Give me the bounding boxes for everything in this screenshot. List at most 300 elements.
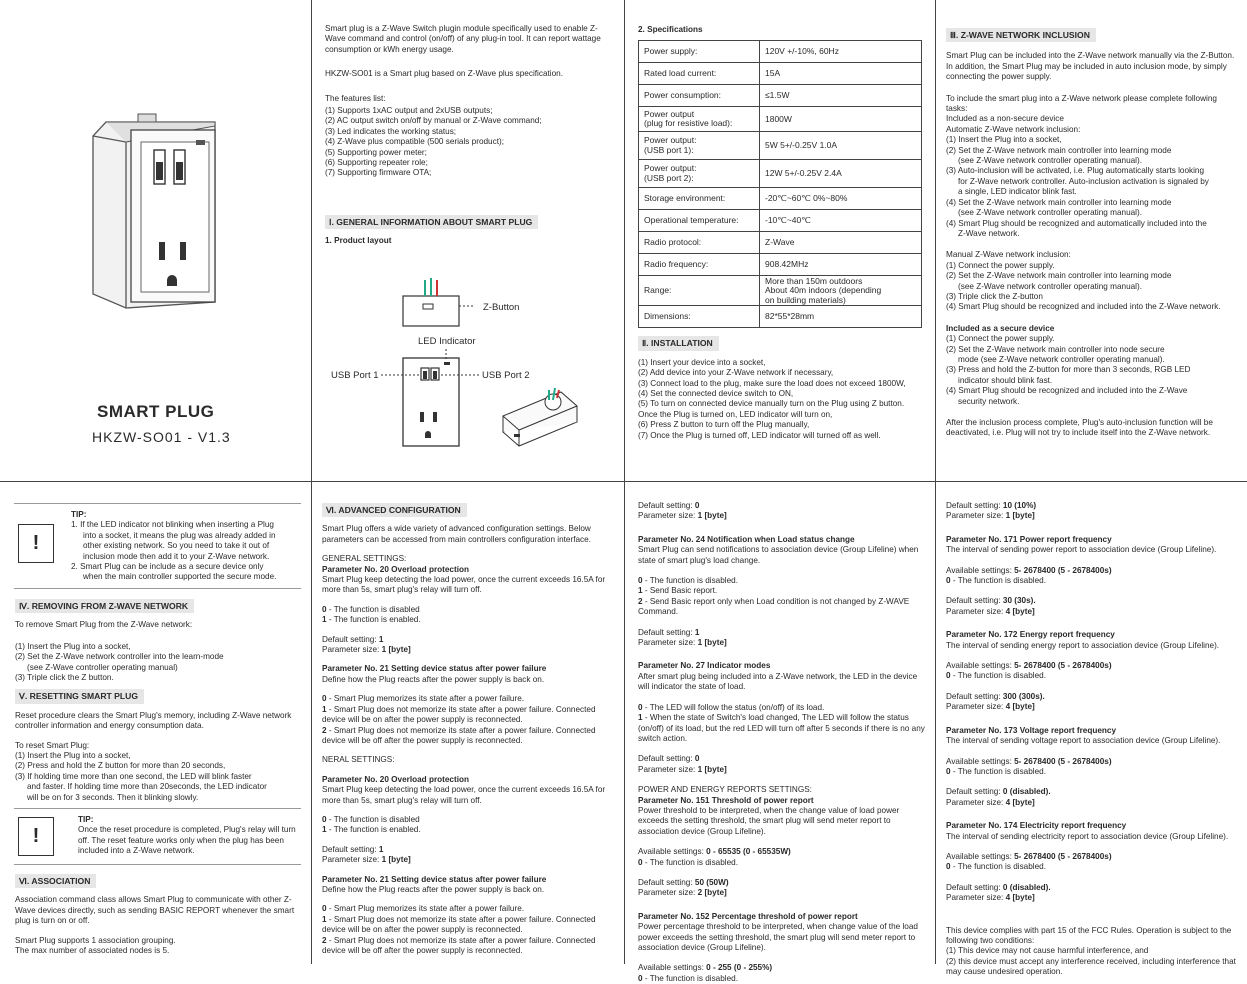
- param24-option-1: 1: [638, 586, 643, 596]
- spec-row: [639, 188, 922, 210]
- param20b-option-0: 0: [322, 814, 327, 824]
- secure-inclusion-steps: [946, 334, 1240, 407]
- resetting-step: (1) Insert the Plug into a socket,: [15, 751, 131, 761]
- auto-inclusion-step: (see Z-Wave network controller operating manual).: [958, 208, 1142, 218]
- top-default: 0: [694, 501, 700, 510]
- param-title: Parameter No. 174 Electricity report frequency: [946, 821, 1127, 831]
- spec-key: Radio protocol:: [639, 232, 760, 254]
- param-default: [946, 787, 1242, 797]
- spec-value: ≤1.5W: [760, 85, 922, 107]
- param20b-desc: Smart Plug keep detecting the load power, once the current exceeds 16.5A for more than 5s, smart plug's relay will turn off.: [322, 785, 606, 805]
- size-label: Parameter size:: [946, 606, 1006, 616]
- spec-value: 15A: [760, 63, 922, 85]
- installation-step: Once the Plug is turned on, LED indicator will turn on,: [638, 409, 833, 419]
- size-label: Parameter size:: [322, 645, 382, 655]
- spec-row: [639, 232, 922, 254]
- resetting-steps: [15, 751, 307, 803]
- param151-option-0: 0: [638, 857, 643, 867]
- param24-option-1-text: - Send Basic report.: [642, 586, 718, 596]
- tip1-line: into a socket, it means the plug was already added in: [83, 530, 276, 540]
- installation-step: (6) Press Z button to turn off the Plug manually,: [638, 420, 810, 430]
- param151-option-0-text: - The function is disabled.: [642, 857, 738, 867]
- inclusion-intro: Smart Plug can be included into the Z-Wave network manually via the Z-Button. In addition, the Smart Plug may be included in auto inclusion mode, by simply connecting the power supply.: [946, 51, 1235, 82]
- spec-row: [639, 306, 922, 328]
- param20-option-0-text: - The function is disabled: [326, 604, 420, 614]
- auto-inclusion-step: Z-Wave network.: [958, 228, 1020, 238]
- spec-row: [639, 160, 922, 188]
- param21b-option-0: 0: [322, 904, 327, 914]
- size-label: Parameter size:: [322, 855, 382, 865]
- param-desc: The interval of sending electricity report to association device (Group Lifeline).: [946, 831, 1229, 841]
- param152-option-0-text: - The function is disabled.: [642, 973, 738, 983]
- param24-option-0-text: - The function is disabled.: [642, 576, 738, 586]
- param-available: [946, 661, 1242, 671]
- features-label: The features list:: [325, 93, 386, 103]
- tip1-box: [18, 510, 308, 586]
- spec-row: [639, 210, 922, 232]
- param-title: Parameter No. 173 Voltage report frequency: [946, 725, 1117, 735]
- remove-reset-panel: [15, 599, 307, 804]
- feature-item: (4) Z-Wave plus compatible (500 serials product);: [325, 137, 504, 147]
- param24-option-0: 0: [638, 576, 643, 586]
- spec-value: -10℃~40℃: [760, 210, 922, 232]
- tip-divider: [14, 588, 301, 589]
- param-title: Parameter No. 171 Power report frequency: [946, 534, 1112, 544]
- param-default-value: 30 (30s).: [1002, 596, 1036, 606]
- param27-size: 1 [byte]: [697, 764, 727, 774]
- removing-step: (see Z-Wave controller operating manual): [27, 662, 178, 672]
- intro-paragraph: Smart plug is a Z-Wave Switch plugin module specifically used to enable Z-Wave command and control (on/off) of any plug-in tool. It can report wattage consumption or kWh energy usage.: [325, 24, 601, 54]
- spec-key: Dimensions:: [639, 306, 760, 328]
- feature-item: (7) Supporting firmware OTA;: [325, 168, 432, 178]
- size-label: Parameter size:: [638, 638, 698, 648]
- param21-option-0-text: - Smart Plug memorizes its state after a power failure.: [326, 694, 525, 704]
- param27-option-0: 0: [638, 702, 643, 712]
- size-label: Parameter size:: [638, 511, 698, 521]
- inclusion-after: After the inclusion process complete, Plug's auto-inclusion function will be deactivated, i.e. Plug will not try to include itself into the Z-Wave network.: [946, 418, 1213, 438]
- param21-option-1-text: - Smart Plug does not memorize its state after a power failure. Connected device will be on after the power supply is reconnected.: [322, 704, 596, 725]
- auto-inclusion-step: (see Z-Wave network controller operating manual).: [958, 156, 1142, 166]
- secure-inclusion-step: mode (see Z-Wave network controller operating manual).: [958, 354, 1165, 364]
- feature-item: (3) Led indicates the working status;: [325, 126, 457, 136]
- spec-panel: [638, 25, 928, 475]
- cover-title: SMART PLUG: [97, 402, 215, 421]
- size-label: Parameter size:: [638, 764, 698, 774]
- spec-key: Radio frequency:: [639, 254, 760, 276]
- param-option-0: [946, 862, 1242, 872]
- spec-row: [639, 254, 922, 276]
- manual-inclusion-label: Manual Z-Wave network inclusion:: [946, 250, 1071, 260]
- spec-key: Rated load current:: [639, 63, 760, 85]
- param-default-value: 0 (disabled).: [1002, 787, 1051, 797]
- size-label: Parameter size:: [946, 797, 1006, 807]
- param-option-text: - The function is disabled.: [950, 671, 1046, 681]
- spec-key: Power output (plug for resistive load):: [639, 107, 760, 132]
- cover-panel: [0, 0, 311, 481]
- tip-divider: [14, 864, 301, 865]
- product-layout-title: 1. Product layout: [325, 236, 392, 246]
- param20-title: Parameter No. 20 Overload protection: [322, 564, 469, 574]
- spec-value: 5W 5+/-0.25V 1.0A: [760, 132, 922, 160]
- installation-step: (3) Connect load to the plug, make sure the load does not exceed 1800W,: [638, 378, 906, 388]
- param-default-value: 0 (disabled).: [1002, 882, 1051, 892]
- feature-item: (5) Supporting power meter;: [325, 147, 427, 157]
- param20b-size: 1 [byte]: [381, 855, 411, 865]
- removing-step: (3) Triple click the Z button.: [15, 673, 114, 683]
- fcc-statement: This device complies with part 15 of the FCC Rules. Operation is subject to the following two conditions:: [946, 925, 1232, 945]
- default-label: Default setting:: [946, 787, 1003, 797]
- resetting-label: To reset Smart Plug:: [15, 740, 90, 750]
- params-panel-3: [638, 501, 930, 983]
- size-label: Parameter size:: [946, 702, 1006, 712]
- manual-inclusion-step: (4) Smart Plug should be recognized and included into the Z-Wave network.: [946, 302, 1221, 312]
- param-size-value: 4 [byte]: [1005, 606, 1035, 616]
- param151-default: 50 (50W): [694, 877, 729, 887]
- param-size: [946, 798, 1242, 808]
- association-groups: Smart Plug supports 1 association grouping.: [15, 935, 176, 945]
- product-layout-diagram: [325, 274, 610, 464]
- spec-row: [639, 132, 922, 160]
- available-label: Available settings:: [946, 565, 1015, 575]
- param21b-option-1-text: - Smart Plug does not memorize its state after a power failure. Connected device will be on after the power supply is reconnected.: [322, 914, 596, 935]
- spec-table: [638, 40, 922, 328]
- association-nodes: The max number of associated nodes is 5.: [15, 946, 170, 956]
- param20-option-0: 0: [322, 604, 327, 614]
- param20-size: 1 [byte]: [381, 645, 411, 655]
- secure-inclusion-step: indicator should blink fast.: [958, 375, 1053, 385]
- removing-heading: Ⅳ. REMOVING FROM Z-WAVE NETWORK: [15, 599, 194, 613]
- param-desc: The interval of sending voltage report to association device (Group Lifeline).: [946, 736, 1221, 746]
- tip1-line: other existing network. So you need to take it out of: [83, 541, 270, 551]
- resetting-step: will be on for 3 seconds. Then it blinking slowly.: [27, 792, 199, 802]
- manual-inclusion-step: (3) Triple click the Z-button: [946, 291, 1043, 301]
- param-option-0: [946, 576, 1242, 586]
- secure-inclusion-label: Included as a secure device: [946, 323, 1055, 333]
- size-label: Parameter size:: [946, 893, 1006, 903]
- tip1-line: 1. If the LED indicator not blinking when inserting a Plug: [71, 520, 274, 530]
- feature-item: (2) AC output switch on/off by manual or Z-Wave command;: [325, 116, 542, 126]
- removing-step: (1) Insert the Plug into a socket,: [15, 641, 131, 651]
- intro-panel: [325, 24, 610, 474]
- size-label: Parameter size:: [946, 511, 1006, 521]
- param20b-title: Parameter No. 20 Overload protection: [322, 774, 469, 784]
- features-list: [325, 106, 610, 179]
- param21-option-2-text: - Smart Plug does not memorize its state after a power failure. Connected device will be off after the power supply is reconnected.: [322, 725, 596, 745]
- spec-value: -20℃~60℃ 0%~80%: [760, 188, 922, 210]
- param-size-value: 4 [byte]: [1005, 702, 1035, 712]
- warning-icon: !: [18, 524, 54, 563]
- param21b-title: Parameter No. 21 Setting device status after power failure: [322, 874, 547, 884]
- params-panel-4: [946, 501, 1242, 977]
- spec-value: 82*55*28mm: [760, 306, 922, 328]
- param21-desc: Define how the Plug reacts after the power supply is back on.: [322, 674, 545, 684]
- param152-option-0: 0: [638, 973, 643, 983]
- param20-option-1-text: - The function is enabled.: [326, 615, 421, 625]
- auto-inclusion-step: a single, LED indicator blink fast.: [958, 187, 1077, 197]
- param20b-default: 1: [378, 844, 384, 854]
- auto-inclusion-step: (3) Auto-inclusion will be activated, i.e. Plug automatically starts looking: [946, 166, 1205, 176]
- spec-key: Power output: (USB port 1):: [639, 132, 760, 160]
- param21b-option-2-text: - Smart Plug does not memorize its state after a power failure. Connected device will be off after the power supply is reconnected.: [322, 935, 596, 955]
- auto-inclusion-step: (1) Insert the Plug into a socket,: [946, 135, 1062, 145]
- spec-value: Z-Wave: [760, 232, 922, 254]
- installation-step: (2) Add device into your Z-Wave network if necessary,: [638, 368, 834, 378]
- param24-default: 1: [694, 627, 700, 637]
- tip1-line: 2. Smart Plug can be include as a secure device only: [71, 562, 264, 572]
- spec-title: 2. Specifications: [638, 25, 703, 34]
- warning-icon: !: [18, 817, 54, 856]
- param21-option-1: 1: [322, 704, 327, 714]
- available-label: Available settings:: [638, 847, 707, 857]
- param-available-value: 5- 2678400 (5 - 2678400s): [1014, 756, 1112, 766]
- param-default: [946, 596, 1242, 606]
- default-label: Default setting:: [638, 877, 695, 887]
- top-size: 1 [byte]: [1005, 511, 1035, 521]
- available-label: Available settings:: [946, 851, 1015, 861]
- param-option-value: 0: [946, 671, 951, 681]
- feature-item: (6) Supporting repeater role;: [325, 158, 428, 168]
- association-panel: [15, 874, 307, 960]
- resetting-intro: Reset procedure clears the Smart Plug's memory, including Z-Wave network controller information and energy consumption data.: [15, 710, 292, 731]
- installation-step: (4) Set the connected device switch to ON,: [638, 389, 794, 399]
- param-size: [946, 702, 1242, 712]
- general-heading: Ⅰ. GENERAL INFORMATION ABOUT SMART PLUG: [325, 215, 538, 229]
- auto-inclusion-steps: [946, 135, 1240, 239]
- association-text: Association command class allows Smart Plug to communicate with other Z-Wave devices directly, such as sending BASIC REPORT whenever the smart plug is turn on or off.: [15, 895, 295, 926]
- inclusion-panel: [946, 28, 1240, 478]
- auto-inclusion-step: (2) Set the Z-Wave network main controller into learning mode: [946, 145, 1172, 155]
- tip1-line: when the main controller supported the secure mode.: [83, 572, 277, 582]
- param-option-value: 0: [946, 766, 951, 776]
- resetting-step: (2) Press and hold the Z button for more than 20 seconds,: [15, 761, 226, 771]
- spec-key: Storage environment:: [639, 188, 760, 210]
- usb-port-2-label: USB Port 2: [482, 370, 530, 381]
- auto-inclusion-label: Automatic Z-Wave network inclusion:: [946, 124, 1081, 134]
- param20b-option-0-text: - The function is disabled: [326, 814, 420, 824]
- param21b-option-1: 1: [322, 914, 327, 924]
- spec-row: [639, 41, 922, 63]
- param20b-option-1: 1: [322, 825, 327, 835]
- fcc-condition-2: (2) this device must accept any interference received, including interference that may cause undesired operation.: [946, 956, 1236, 977]
- report-frequency-params: [946, 535, 1242, 904]
- cover-model: HKZW-SO01 - V1.3: [92, 429, 231, 445]
- param-size-value: 4 [byte]: [1005, 797, 1035, 807]
- param24-option-2: 2: [638, 596, 643, 606]
- top-size: 1 [byte]: [697, 511, 727, 521]
- param27-desc: After smart plug being included into a Z-Wave network, the LED in the device will indicator the state of load.: [638, 671, 918, 692]
- secure-inclusion-step: security network.: [958, 396, 1020, 406]
- param151-size: 2 [byte]: [697, 888, 727, 898]
- spec-value: 120V +/-10%, 60Hz: [760, 41, 922, 63]
- param-default-value: 300 (300s).: [1002, 691, 1045, 701]
- param-available-value: 5- 2678400 (5 - 2678400s): [1014, 661, 1112, 671]
- param-option-text: - The function is disabled.: [950, 766, 1046, 776]
- manual-inclusion-step: (see Z-Wave network controller operating manual).: [958, 281, 1142, 291]
- report-param: [946, 535, 1242, 617]
- param-size: [946, 893, 1242, 903]
- available-label: Available settings:: [638, 963, 707, 973]
- resetting-heading: Ⅴ. RESETTING SMART PLUG: [15, 689, 144, 703]
- advanced-panel: [322, 503, 614, 961]
- tip1-label: TIP:: [71, 510, 87, 519]
- inclusion-tasks: To include the smart plug into a Z-Wave network please complete following tasks:: [946, 93, 1217, 114]
- installation-step: (7) Once the Plug is turned off, LED indicator will turned off as well.: [638, 430, 881, 440]
- auto-inclusion-step: (4) Set the Z-Wave network main controller into learning mode: [946, 197, 1172, 207]
- zbutton-label: Z-Button: [483, 302, 520, 313]
- installation-heading: Ⅱ. INSTALLATION: [638, 336, 719, 350]
- spec-value: More than 150m outdoors About 40m indoors (depending on building materials): [760, 276, 922, 306]
- installation-step: (5) To turn on connected device manually turn on the Plug using Z button.: [638, 399, 905, 409]
- spec-key: Power output: (USB port 2):: [639, 160, 760, 188]
- power-energy-label: POWER AND ENERGY REPORTS SETTINGS:: [638, 785, 812, 795]
- default-label: Default setting:: [946, 882, 1003, 892]
- tip2-text: Once the reset procedure is completed, Plug's relay will turn off. The reset feature works only when the plug has been included into a Z-Wave network.: [78, 825, 296, 856]
- param-desc: The interval of sending energy report to association device (Group Lifeline).: [946, 640, 1220, 650]
- usb-port-1-label: USB Port 1: [331, 370, 379, 381]
- tip-divider: [14, 503, 301, 504]
- param-size: [946, 607, 1242, 617]
- param152-available: 0 - 255 (0 - 255%): [706, 963, 773, 973]
- param27-option-1: 1: [638, 713, 643, 723]
- spec-row: [639, 107, 922, 132]
- spec-value: 908.42MHz: [760, 254, 922, 276]
- param-option-0: [946, 671, 1242, 681]
- default-label: Default setting:: [946, 596, 1003, 606]
- spec-row: [639, 85, 922, 107]
- spec-row: [639, 63, 922, 85]
- param-option-value: 0: [946, 576, 951, 586]
- spec-key: Power supply:: [639, 41, 760, 63]
- param27-default: 0: [694, 754, 700, 764]
- auto-inclusion-step: (4) Smart Plug should be recognized and automatically included into the: [946, 218, 1207, 228]
- tip1-line: inclusion mode then add it to your Z-Wave network.: [83, 551, 270, 561]
- default-label: Default setting:: [322, 844, 379, 854]
- tip2-label: TIP:: [78, 815, 94, 824]
- param-option-0: [946, 767, 1242, 777]
- param-option-text: - The function is disabled.: [950, 576, 1046, 586]
- tip2-box: [18, 815, 308, 861]
- param20-option-1: 1: [322, 615, 327, 625]
- param24-size: 1 [byte]: [697, 638, 727, 648]
- param-option-value: 0: [946, 862, 951, 872]
- manual-inclusion-step: (1) Connect the power supply.: [946, 260, 1055, 270]
- secure-inclusion-step: (4) Smart Plug should be recognized and included into the Z-Wave: [946, 386, 1188, 396]
- report-param: [946, 821, 1242, 903]
- resetting-step: and faster. If holding time more than 20seconds, the LED indicator: [27, 782, 267, 792]
- advanced-intro: Smart Plug offers a wide variety of advanced configuration settings. Below parameters can be accessed from main controllers configuration interface.: [322, 524, 591, 544]
- param-available: [946, 566, 1242, 576]
- installation-step: (1) Insert your device into a socket,: [638, 357, 766, 367]
- top-default: 10 (10%): [1002, 501, 1037, 510]
- default-label: Default setting:: [322, 634, 379, 644]
- manual-inclusion-step: (2) Set the Z-Wave network main controller into learning mode: [946, 271, 1172, 281]
- secure-inclusion-step: (2) Set the Z-Wave network main controller into node secure: [946, 344, 1165, 354]
- spec-row: [639, 276, 922, 306]
- param151-desc: Power threshold to be interpreted, when the change value of load power exceeds the setting threshold, the smart plug will send meter report to association device (Group Lifeline).: [638, 805, 900, 836]
- spec-key: Power consumption:: [639, 85, 760, 107]
- association-heading: Ⅵ. ASSOCIATION: [15, 874, 96, 888]
- secure-inclusion-step: (3) Press and hold the Z-button for more than 3 seconds, RGB LED: [946, 365, 1191, 375]
- available-label: Available settings:: [946, 661, 1015, 671]
- spec-key: Range:: [639, 276, 760, 306]
- param21-option-0: 0: [322, 694, 327, 704]
- advanced-heading: Ⅵ. ADVANCED CONFIGURATION: [322, 503, 467, 517]
- spec-key: Operational temperature:: [639, 210, 760, 232]
- default-label: Default setting:: [946, 501, 1003, 510]
- param24-option-2-text: - Send Basic report only when Load condition is not changed by Z-WAVE Command.: [638, 596, 910, 617]
- tip-divider: [14, 808, 301, 809]
- param-available-value: 5- 2678400 (5 - 2678400s): [1014, 851, 1112, 861]
- inclusion-heading: Ⅲ. Z-WAVE NETWORK INCLUSION: [946, 28, 1096, 42]
- default-label: Default setting:: [638, 754, 695, 764]
- smart-plug-illustration: [88, 112, 228, 312]
- installation-steps: [638, 358, 928, 441]
- column-divider: [311, 0, 312, 964]
- size-label: Parameter size:: [638, 888, 698, 898]
- param20-default: 1: [378, 634, 384, 644]
- column-divider: [935, 0, 936, 964]
- param-available: [946, 757, 1242, 767]
- param27-title: Parameter No. 27 Indicator modes: [638, 661, 771, 671]
- default-label: Default setting:: [638, 501, 695, 510]
- default-label: Default setting:: [638, 627, 695, 637]
- param24-desc: Smart Plug can send notifications to association device (Group Lifeline) when state of smart plug's load change.: [638, 545, 919, 565]
- param20b-option-1-text: - The function is enabled.: [326, 825, 421, 835]
- feature-item: (1) Supports 1xAC output and 2xUSB outputs;: [325, 106, 493, 116]
- removing-intro: To remove Smart Plug from the Z-Wave network:: [15, 620, 193, 630]
- spec-value: 1800W: [760, 107, 922, 132]
- param152-desc: Power percentage threshold to be interpreted, when change value of the load power exceeds the setting threshold, the smart plug will send meter report to association device (Group Lifeline).: [638, 922, 918, 952]
- param-default: [946, 883, 1242, 893]
- param151-available: 0 - 65535 (0 - 65535W): [706, 847, 791, 857]
- param-option-text: - The function is disabled.: [950, 862, 1046, 872]
- param24-title: Parameter No. 24 Notification when Load status change: [638, 534, 855, 544]
- param-title: Parameter No. 172 Energy report frequency: [946, 630, 1115, 640]
- param27-option-1-text: - When the state of Switch's load changed, The LED will follow the status (on/off) of its load, but the red LED will turn off after 5 seconds if there is no any switch action.: [638, 713, 925, 743]
- param-default: [946, 692, 1242, 702]
- available-label: Available settings:: [946, 756, 1015, 766]
- param21-title: Parameter No. 21 Setting device status after power failure: [322, 664, 547, 674]
- param21b-option-0-text: - Smart Plug memorizes its state after a power failure.: [326, 904, 525, 914]
- param-size-value: 4 [byte]: [1005, 893, 1035, 903]
- general-settings-label: GENERAL SETTINGS:: [322, 554, 407, 564]
- param21b-option-2: 2: [322, 935, 327, 945]
- row-divider: [0, 481, 1247, 482]
- param21-option-2: 2: [322, 725, 327, 735]
- tip1-text: [71, 520, 306, 582]
- auto-inclusion-step: for Z-Wave network controller. Auto-inclusion activation is signaled by: [958, 176, 1209, 186]
- param-available: [946, 852, 1242, 862]
- inclusion-nonsecure: Included as a non-secure device: [946, 114, 1064, 124]
- param21b-desc: Define how the Plug reacts after the power supply is back on.: [322, 884, 545, 894]
- default-label: Default setting:: [946, 691, 1003, 701]
- report-param: [946, 630, 1242, 712]
- param27-option-0-text: - The LED will follow the status (on/off) of its load.: [642, 702, 825, 712]
- removing-steps: [15, 642, 307, 684]
- intro-model-paragraph: HKZW-SO01 is a Smart plug based on Z-Wave plus specification.: [325, 69, 563, 79]
- param-available-value: 5- 2678400 (5 - 2678400s): [1014, 565, 1112, 575]
- param-desc: The interval of sending power report to association device (Group Lifeline).: [946, 545, 1217, 555]
- neral-settings-label: NERAL SETTINGS:: [322, 755, 395, 765]
- manual-inclusion-steps: [946, 261, 1240, 313]
- secure-inclusion-step: (1) Connect the power supply.: [946, 334, 1055, 344]
- removing-step: (2) Set the Z-Wave network controller into the learn-mode: [15, 652, 224, 662]
- param152-title: Parameter No. 152 Percentage threshold of power report: [638, 911, 858, 921]
- spec-value: 12W 5+/-0.25V 2.4A: [760, 160, 922, 188]
- fcc-condition-1: (1) This device may not cause harmful interference, and: [946, 946, 1149, 956]
- led-indicator-label: LED Indicator: [418, 336, 476, 347]
- param20-desc: Smart Plug keep detecting the load power, once the current exceeds 16.5A for more than 5s, smart plug's relay will turn off.: [322, 575, 606, 595]
